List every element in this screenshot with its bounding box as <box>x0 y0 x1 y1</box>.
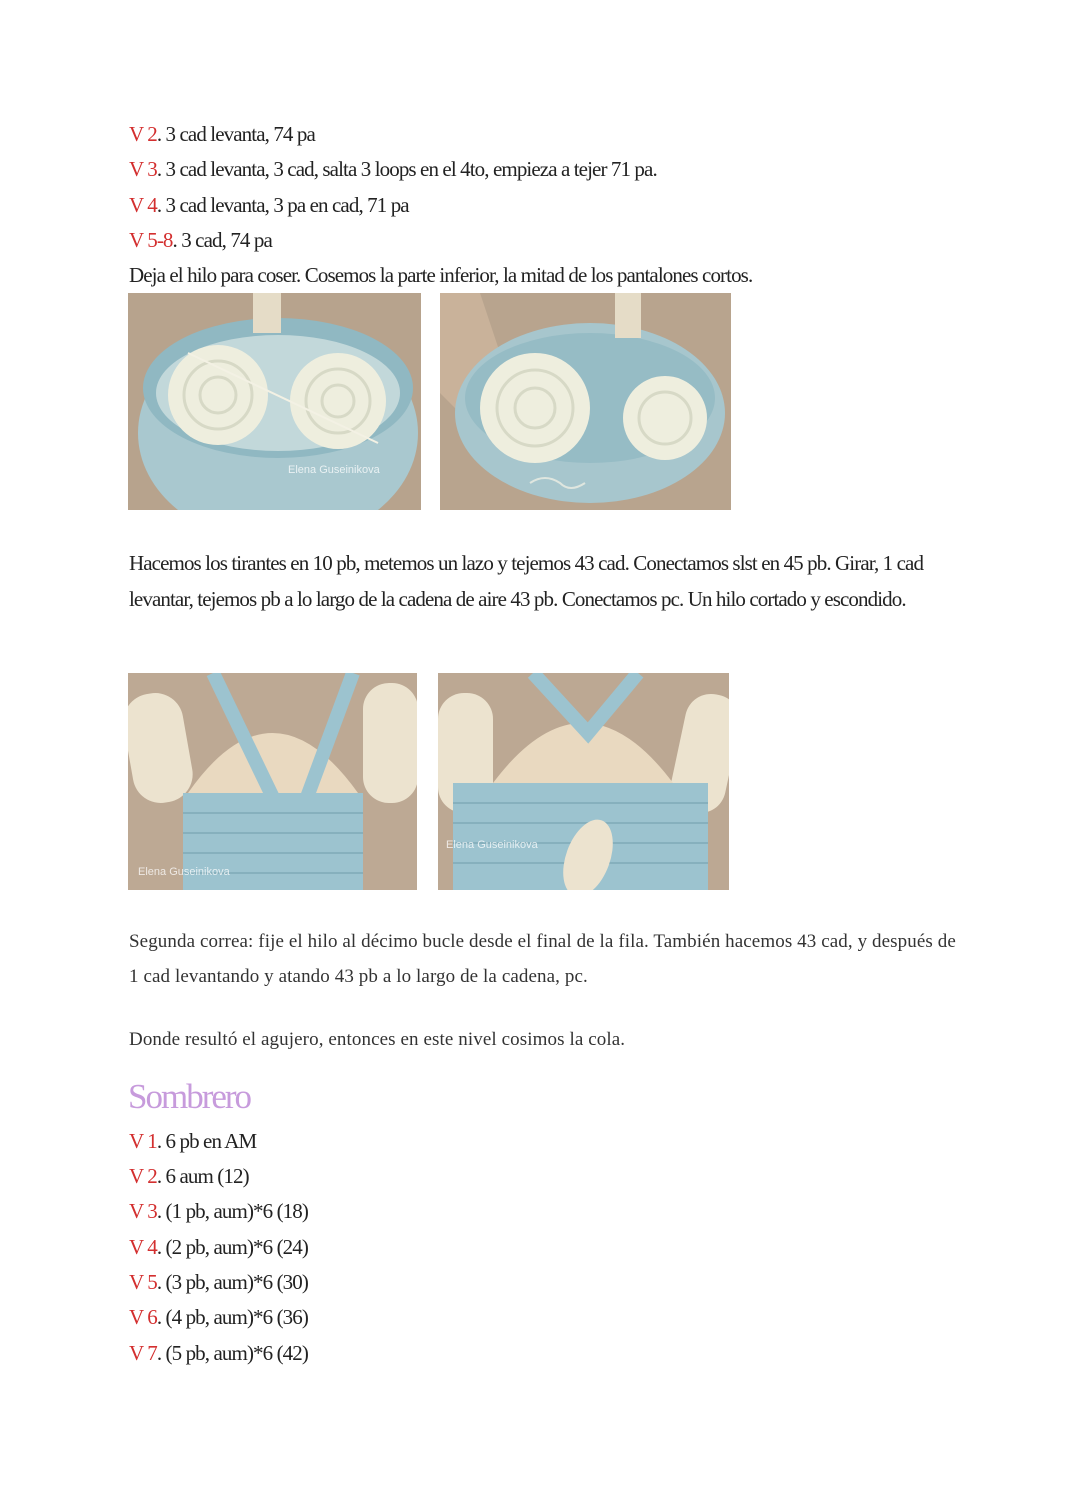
sew-note: Deja el hilo para coser. Cosemos la parte inferior, la mitad de los pantalones cortos. <box>129 263 753 287</box>
row-label: V 3 <box>129 1199 157 1223</box>
row-text: . 6 pb en AM <box>156 1129 257 1153</box>
row-text: . 3 cad levanta, 3 pa en cad, 71 pa <box>156 193 409 217</box>
row-label: V 7 <box>129 1341 157 1365</box>
photo-shorts-inside-right <box>440 293 731 510</box>
row-v5-8 <box>129 230 272 251</box>
row-text: . 6 aum (12) <box>156 1164 249 1188</box>
row-label: V 6 <box>129 1305 157 1329</box>
row-text: . 3 cad levanta, 3 cad, salta 3 loops en el 4to, empieza a tejer 71 pa. <box>156 157 657 181</box>
row-text: . (4 pb, aum)*6 (36) <box>156 1305 308 1329</box>
row-text: . (3 pb, aum)*6 (30) <box>156 1270 308 1294</box>
row-text: . (2 pb, aum)*6 (24) <box>156 1235 308 1259</box>
hat-row-v7 <box>129 1343 308 1364</box>
second-strap-paragraph: Segunda correa: fije el hilo al décimo bucle desde el final de la fila. También hacemos 43 cad, y después de 1 cad levantando y atando 43 pb a lo largo de la cadena, pc. <box>129 931 956 987</box>
row-label: V 3 <box>129 157 157 181</box>
row-v3 <box>129 159 657 180</box>
hat-heading: Sombrero <box>128 1077 251 1116</box>
tail-paragraph: Donde resultó el agujero, entonces en este nivel cosimos la cola. <box>129 1029 626 1050</box>
hat-row-v3 <box>129 1201 308 1222</box>
hat-row-v5 <box>129 1272 308 1293</box>
straps-paragraph: Hacemos los tirantes en 10 pb, metemos un lazo y tejemos 43 cad. Conectamos slst en 45 pb. Girar, 1 cad levantar, tejemos pb a lo largo de la cadena de aire 43 pb. Conectamos pc. Un hilo cortado y escondido. <box>129 551 924 611</box>
svg-text:Elena Guseinikova: Elena Guseinikova <box>446 839 538 851</box>
row-label: V 5 <box>129 1270 157 1294</box>
row-label: V 1 <box>129 1129 157 1153</box>
row-label: V 2 <box>129 1164 157 1188</box>
row-text: . 3 cad, 74 pa <box>172 228 272 252</box>
row-v2 <box>129 124 315 145</box>
photo-shorts-inside-left <box>128 293 421 510</box>
hat-row-v2 <box>129 1166 249 1187</box>
hat-row-v1 <box>129 1131 256 1152</box>
row-label: V 4 <box>129 1235 157 1259</box>
row-v4 <box>129 195 409 216</box>
row-label: V 2 <box>129 122 157 146</box>
row-text: . (5 pb, aum)*6 (42) <box>156 1341 308 1365</box>
hat-row-v4 <box>129 1237 308 1258</box>
photo-overall-back <box>438 673 729 890</box>
row-label: V 5-8 <box>129 228 173 252</box>
row-text: . 3 cad levanta, 74 pa <box>156 122 315 146</box>
hat-row-v6 <box>129 1307 308 1328</box>
photo-overall-front <box>128 673 417 890</box>
row-label: V 4 <box>129 193 157 217</box>
row-text: . (1 pb, aum)*6 (18) <box>156 1199 308 1223</box>
svg-text:Elena Guseinikova: Elena Guseinikova <box>138 866 230 878</box>
svg-text:Elena Guseinikova: Elena Guseinikova <box>288 464 380 476</box>
